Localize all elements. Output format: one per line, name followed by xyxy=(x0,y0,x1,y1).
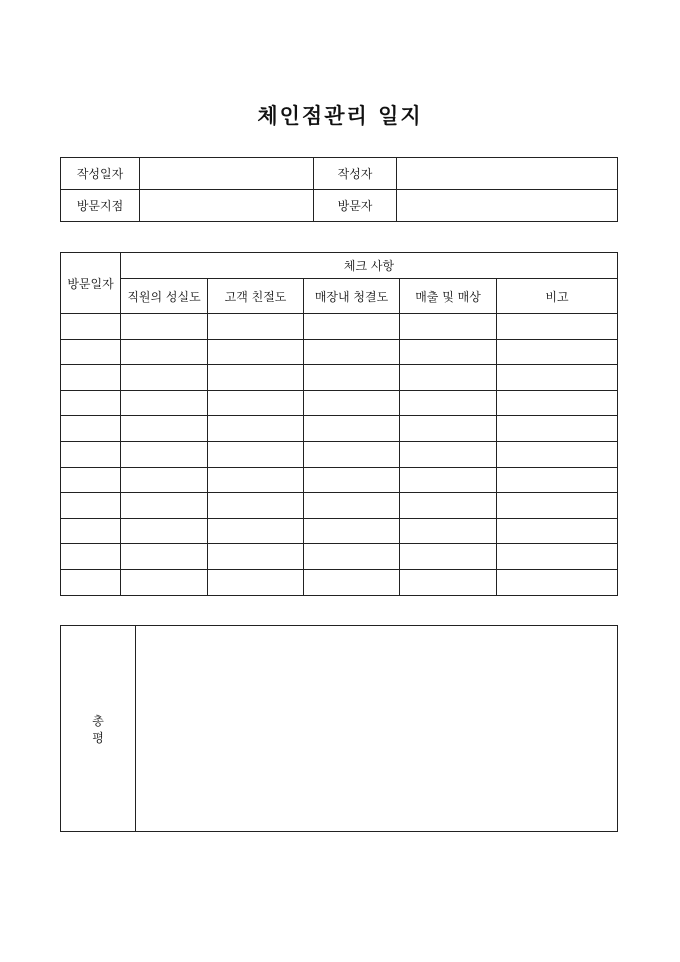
branch-label: 방문지점 xyxy=(61,190,140,222)
summary-label: 총 평 xyxy=(61,626,136,832)
table-cell[interactable] xyxy=(400,314,497,340)
table-row xyxy=(61,441,618,467)
table-cell[interactable] xyxy=(121,314,208,340)
table-cell[interactable] xyxy=(208,416,304,442)
table-cell[interactable] xyxy=(208,569,304,595)
table-cell[interactable] xyxy=(304,314,400,340)
table-cell[interactable] xyxy=(61,314,121,340)
table-row xyxy=(61,569,618,595)
page-title: 체인점관리 일지 xyxy=(257,103,423,128)
date-label: 작성일자 xyxy=(61,158,140,190)
table-cell[interactable] xyxy=(121,441,208,467)
table-cell[interactable] xyxy=(208,339,304,365)
table-cell[interactable] xyxy=(304,416,400,442)
table-cell[interactable] xyxy=(400,493,497,519)
visit-date-header: 방문일자 xyxy=(61,253,121,314)
table-cell[interactable] xyxy=(400,467,497,493)
table-cell[interactable] xyxy=(497,390,618,416)
column-header: 고객 친절도 xyxy=(208,279,304,314)
table-cell[interactable] xyxy=(208,314,304,340)
table-cell[interactable] xyxy=(304,339,400,365)
table-cell[interactable] xyxy=(121,518,208,544)
table-cell[interactable] xyxy=(400,441,497,467)
table-cell[interactable] xyxy=(61,339,121,365)
table-cell[interactable] xyxy=(497,569,618,595)
table-row xyxy=(61,416,618,442)
table-row xyxy=(61,365,618,391)
table-cell[interactable] xyxy=(121,416,208,442)
table-cell[interactable] xyxy=(61,544,121,570)
table-cell[interactable] xyxy=(304,544,400,570)
summary-field[interactable] xyxy=(136,626,618,832)
table-cell[interactable] xyxy=(208,365,304,391)
summary-table xyxy=(60,625,618,832)
info-table xyxy=(60,157,618,222)
table-row xyxy=(61,467,618,493)
table-cell[interactable] xyxy=(121,390,208,416)
table-cell[interactable] xyxy=(121,544,208,570)
table-cell[interactable] xyxy=(304,518,400,544)
table-cell[interactable] xyxy=(61,518,121,544)
table-cell[interactable] xyxy=(497,314,618,340)
table-cell[interactable] xyxy=(121,339,208,365)
table-cell[interactable] xyxy=(208,441,304,467)
branch-field[interactable] xyxy=(140,190,314,222)
table-cell[interactable] xyxy=(121,365,208,391)
date-field[interactable] xyxy=(140,158,314,190)
table-cell[interactable] xyxy=(304,390,400,416)
table-cell[interactable] xyxy=(497,441,618,467)
table-cell[interactable] xyxy=(400,544,497,570)
table-row xyxy=(61,314,618,340)
table-cell[interactable] xyxy=(400,569,497,595)
table-cell[interactable] xyxy=(304,441,400,467)
table-cell[interactable] xyxy=(400,416,497,442)
column-header: 매장내 청결도 xyxy=(304,279,400,314)
table-cell[interactable] xyxy=(497,467,618,493)
table-cell[interactable] xyxy=(497,365,618,391)
table-cell[interactable] xyxy=(497,339,618,365)
column-header: 직원의 성실도 xyxy=(121,279,208,314)
table-cell[interactable] xyxy=(497,544,618,570)
table-row xyxy=(61,493,618,519)
table-cell[interactable] xyxy=(208,518,304,544)
table-row xyxy=(61,390,618,416)
table-cell[interactable] xyxy=(400,339,497,365)
table-row xyxy=(61,339,618,365)
table-cell[interactable] xyxy=(304,493,400,519)
table-cell[interactable] xyxy=(304,569,400,595)
table-cell[interactable] xyxy=(497,493,618,519)
table-cell[interactable] xyxy=(61,365,121,391)
visit-log-table xyxy=(60,252,618,596)
table-row xyxy=(61,544,618,570)
table-cell[interactable] xyxy=(497,416,618,442)
visitor-field[interactable] xyxy=(397,190,618,222)
table-row xyxy=(61,518,618,544)
table-cell[interactable] xyxy=(61,416,121,442)
table-cell[interactable] xyxy=(121,493,208,519)
table-cell[interactable] xyxy=(304,467,400,493)
table-cell[interactable] xyxy=(61,441,121,467)
table-cell[interactable] xyxy=(400,365,497,391)
table-cell[interactable] xyxy=(208,544,304,570)
author-label: 작성자 xyxy=(314,158,397,190)
table-cell[interactable] xyxy=(121,569,208,595)
table-cell[interactable] xyxy=(61,467,121,493)
table-cell[interactable] xyxy=(304,365,400,391)
table-cell[interactable] xyxy=(400,518,497,544)
table-cell[interactable] xyxy=(208,467,304,493)
check-items-header: 체크 사항 xyxy=(121,253,618,279)
table-cell[interactable] xyxy=(61,493,121,519)
table-cell[interactable] xyxy=(121,467,208,493)
column-header: 비고 xyxy=(497,279,618,314)
table-cell[interactable] xyxy=(208,390,304,416)
column-header: 매출 및 매상 xyxy=(400,279,497,314)
table-cell[interactable] xyxy=(61,390,121,416)
table-cell[interactable] xyxy=(497,518,618,544)
table-cell[interactable] xyxy=(208,493,304,519)
table-cell[interactable] xyxy=(61,569,121,595)
table-cell[interactable] xyxy=(400,390,497,416)
author-field[interactable] xyxy=(397,158,618,190)
visitor-label: 방문자 xyxy=(314,190,397,222)
